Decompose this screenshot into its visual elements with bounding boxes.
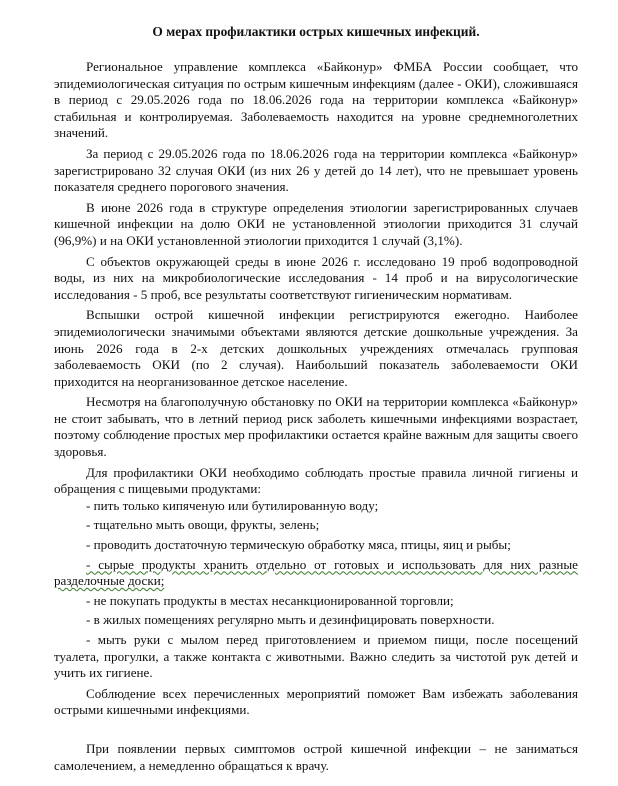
paragraph-water-samples: С объектов окружающей среды в июне 2026 г. исследовано 19 проб водопроводной воды, из них на микробиологические исследования - 14 проб и на вирусологические исследования - 5 проб, все результаты соответствуют гигиеническим нормативам. (54, 253, 578, 302)
paragraph-prevention-intro: Для профилактики ОКИ необходимо соблюдать простые правила личной гигиены и обращения с пищевыми продуктами: (54, 464, 578, 497)
paragraph-etiology: В июне 2026 года в структуре определения этиологии зарегистрированных случаев кишечной инфекции на долю ОКИ не установленной этиологии приходится 31 случай (96,9%) и на ОКИ установленной этиологии приходится 1 случай (3,1%). (54, 199, 578, 248)
rule-item: - тщательно мыть овощи, фрукты, зелень; (86, 517, 320, 533)
prevention-rules-list (54, 498, 578, 682)
rule-item: - сырые продукты хранить отдельно от готовых и использовать для них разные разделочные доски; (54, 556, 578, 589)
paragraph-final-note: При появлении первых симптомов острой кишечной инфекции – не заниматься самолечением, а немедленно обращаться к врачу. (54, 740, 578, 773)
paragraph-situation: Региональное управление комплекса «Байконур» ФМБА России сообщает, что эпидемиологическая ситуация по острым кишечным инфекциям (далее - ОКИ), сложившаяся в период с 29.05.2026 года по 18.06.2026 года на территории комплекса «Байконур» стабильная и контролируемая. Заболеваемость находится на уровне среднемноголетних значений. (54, 59, 578, 141)
paragraph-outbreaks: Вспышки острой кишечной инфекции регистрируются ежегодно. Наиболее эпидемиологически значимыми объектами являются детские дошкольные учреждения. За июнь 2026 года в 2-х детских дошкольных учреждениях отмечалась групповая заболеваемость ОКИ (по 2 случая). Наибольший показатель заболеваемости ОКИ приходится на неорганизованное детское население. (54, 307, 578, 389)
document-title: О мерах профилактики острых кишечных инфекций. (152, 24, 480, 39)
paragraph-closing: Соблюдение всех перечисленных мероприятий поможет Вам избежать заболевания острыми кишечными инфекциями. (54, 685, 578, 718)
paragraph-summer-risk: Несмотря на благополучную обстановку по ОКИ на территории комплекса «Байконур» не стоит забывать, что в летний период риск заболеть кишечными инфекциями возрастает, поэтому соблюдение простых мер профилактики остается крайне важным для защиты своего здоровья. (54, 394, 578, 460)
rule-item: - не покупать продукты в местах несанкционированной торговли; (86, 592, 454, 608)
rule-item: - пить только кипяченую или бутилированную воду; (86, 497, 379, 513)
rule-item: - в жилых помещениях регулярно мыть и дезинфицировать поверхности. (86, 612, 495, 628)
rule-item: - мыть руки с мылом перед приготовлением и приемом пищи, после посещений туалета, прогулки, а также контакта с животными. Важно следить за чистотой рук детей и учить их гигиене. (54, 632, 578, 681)
paragraph-cases: За период с 29.05.2026 года по 18.06.2026 года на территории комплекса «Байконур» зарегистрировано 32 случая ОКИ (из них 26 у детей до 14 лет), что не превышает уровень показателя среднего порогового значения. (54, 145, 578, 195)
blank-line (54, 719, 578, 741)
rule-item: - проводить достаточную термическую обработку мяса, птицы, яиц и рыбы; (86, 537, 511, 553)
